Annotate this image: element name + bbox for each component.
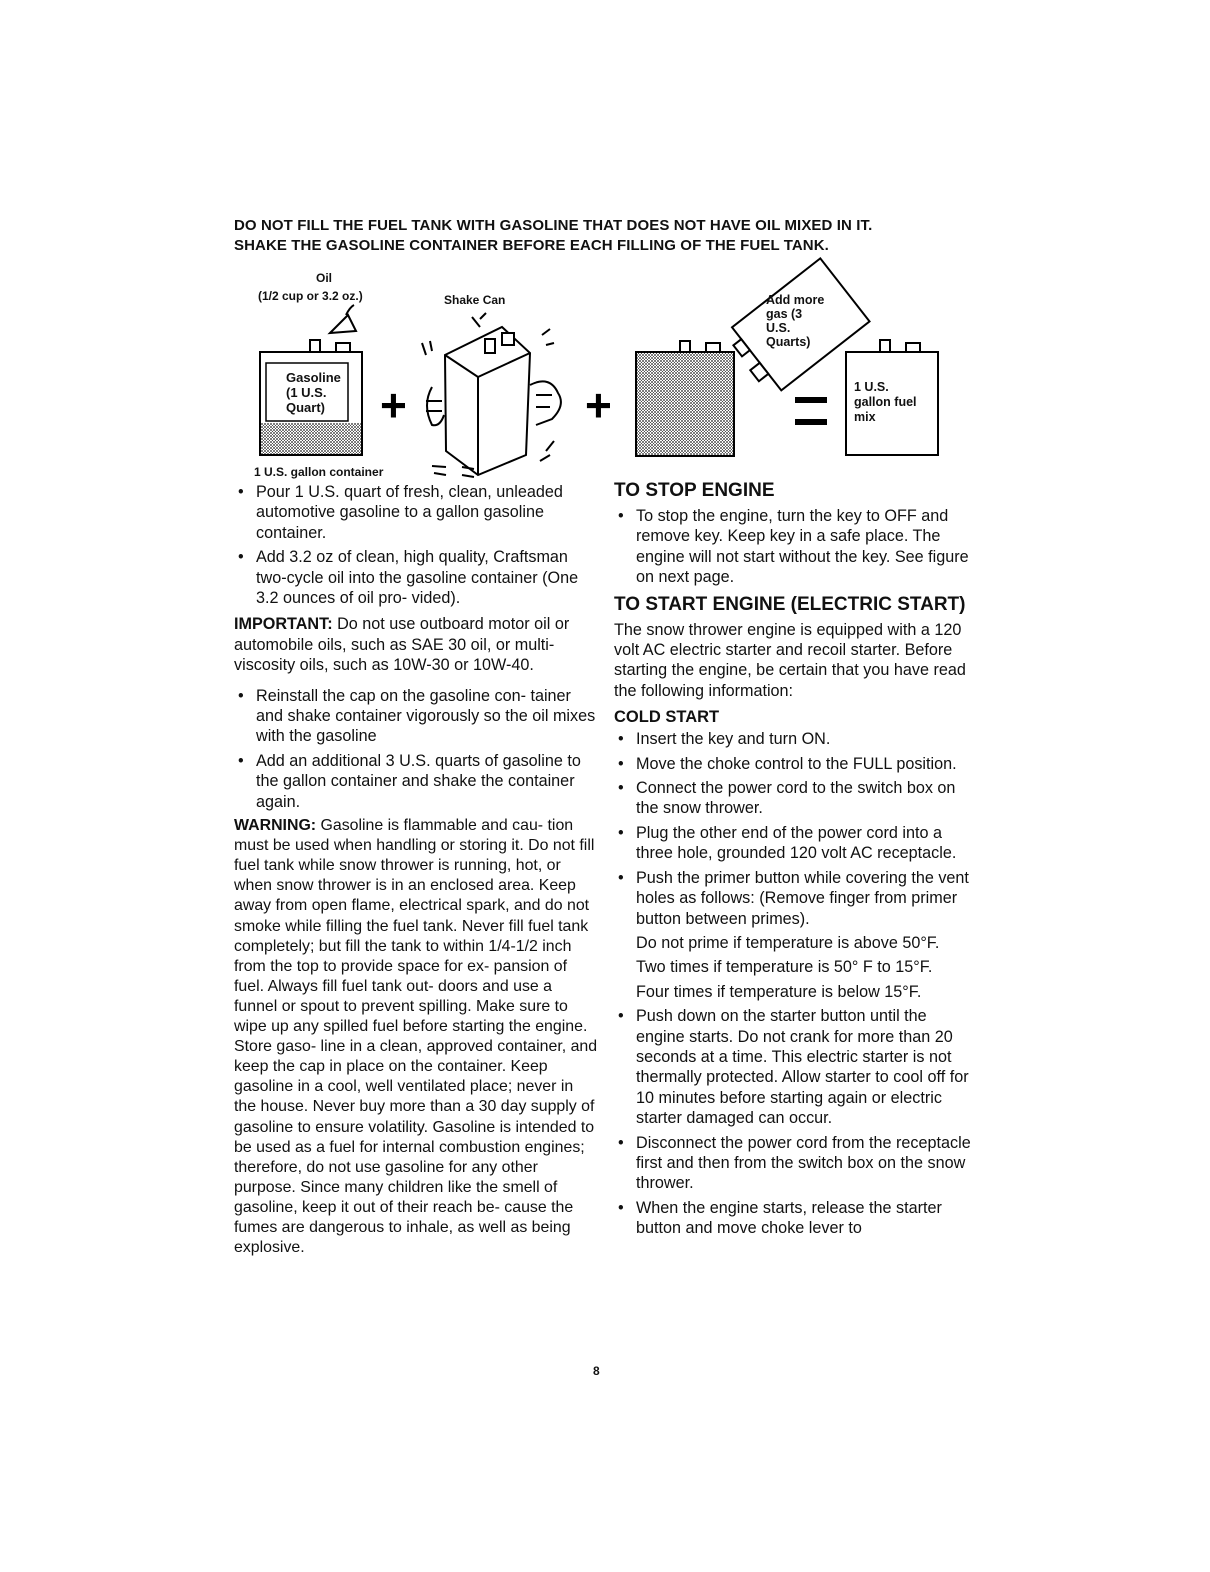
stop-engine-heading: TO STOP ENGINE — [614, 480, 775, 501]
fuel-mix-diagram — [240, 255, 960, 485]
add-more-line1: Add more — [766, 293, 825, 307]
fuel-mix-line3: mix — [854, 410, 876, 424]
warning-header-line1: DO NOT FILL THE FUEL TANK WITH GASOLINE THAT DOES NOT HAVE OIL MIXED IN IT. — [234, 217, 873, 234]
warning-note — [234, 816, 599, 1258]
fuel-mix-line2: gallon fuel — [854, 395, 917, 409]
start-engine-heading: TO START ENGINE (ELECTRIC START) — [614, 593, 966, 615]
prime-rule-above-50: Do not prime if temperature is above 50°F. — [636, 933, 940, 952]
mix-step-add-gasoline: • Add an additional 3 U.S. quarts of gasoline to the gallon container and shake the container again. — [234, 751, 599, 812]
add-more-gas-label — [766, 293, 824, 349]
oil-label: Oil — [316, 271, 333, 285]
start-engine-intro: The snow thrower engine is equipped with a 120 volt AC electric starter and recoil starter. Before starting the engine, be certain that you have read the following information: — [614, 620, 966, 700]
fuel-mix-line1: 1 U.S. — [854, 380, 889, 394]
equals-symbol — [795, 397, 827, 425]
mix-step-add-oil: • Add 3.2 oz of clean, high quality, Craftsman two-cycle oil into the gasoline container (One 3.2 ounces of oil pro- vided). — [234, 547, 599, 608]
prime-rule-50-to-15: Two times if temperature is 50° F to 15°F. — [636, 958, 933, 977]
mix-step-pour-gasoline: • Pour 1 U.S. quart of fresh, clean, unleaded automotive gasoline to a gallon gasoline container. — [234, 482, 599, 543]
cold-start-step-connect-cord: • Connect the power cord to the switch box on the snow thrower. — [614, 778, 979, 819]
cold-start-step-release: • When the engine starts, release the starter button and move choke lever to — [614, 1198, 979, 1239]
oil-amount-label: (1/2 cup or 3.2 oz.) — [258, 289, 363, 303]
fuel-mix-label — [854, 380, 917, 425]
stop-engine-step: • To stop the engine, turn the key to OFF and remove key. Keep key in a safe place. The engine will not start without the key. See figure on next page. — [614, 506, 979, 588]
right-column — [614, 480, 979, 1243]
left-column — [234, 482, 599, 1264]
cold-start-step-prime: • Push the primer button while covering the vent holes as follows: (Remove finger from primer button between primes). — [614, 868, 979, 929]
gasoline-label-line3: Quart) — [286, 400, 325, 415]
important-text: Do not use outboard motor oil or automobile oils, such as SAE 30 oil, or multi-viscosity oils, such as 10W-30 or 10W-40. — [234, 615, 570, 675]
important-note — [234, 614, 599, 675]
cold-start-heading: COLD START — [614, 708, 720, 727]
cold-start-step-plug-cord: • Plug the other end of the power cord into a three hole, grounded 120 volt AC receptacle. — [614, 823, 979, 864]
prime-rule-below-15: Four times if temperature is below 15°F. — [636, 982, 922, 1001]
mix-step-reinstall-cap: • Reinstall the cap on the gasoline con- tainer and shake container vigorously so the oil mixes with the gasoline — [234, 686, 599, 747]
add-more-line3: U.S. — [766, 321, 791, 335]
add-more-line2: gas (3 — [766, 307, 803, 321]
warning-text: Gasoline is flammable and cau- tion must be used when handling or storing it. Do not fill fuel tank while snow thrower is running, hot, or when snow thrower is in an enclosed area. Keep away from open flame, electrical spark, and do not smoke while filling the fuel tank. Never fill fuel tank completely; but fill the tank to within 1/4-1/2 inch from the top to provide space for ex- pansion of fuel. Always fill fuel tank out- doors and use a funnel or spout to prevent spilling. Make sure to wipe up any spilled fuel before starting the engine. Store gaso- line in a clean, approved container, and keep the cap in place on the container. Keep gasoline in a cool, well ventilated place; never in the house. Never buy more than a 30 day supply of gasoline to ensure volatility. Gasoline is intended to be used as a fuel for internal combustion engines; therefore, do not use gasoline for any other purpose. Since many children like the smell of gasoline, keep it out of their reach be- cause the fumes are dangerous to inhale, as well as being explosive. — [234, 817, 598, 1257]
plus-symbol-2: + — [585, 379, 612, 431]
shake-can-icon — [422, 313, 561, 477]
gasoline-label-line1: Gasoline — [286, 370, 341, 385]
plus-symbol-1: + — [380, 379, 407, 431]
shake-can-label: Shake Can — [444, 293, 506, 307]
shake-marks — [432, 466, 446, 475]
important-label: IMPORTANT: — [234, 615, 333, 634]
oil-bottle-icon — [330, 305, 356, 333]
cold-start-step-choke: • Move the choke control to the FULL position. — [614, 754, 979, 774]
filled-gallon-container-icon — [636, 341, 734, 456]
warning-header-line2: SHAKE THE GASOLINE CONTAINER BEFORE EACH FILLING OF THE FUEL TANK. — [234, 237, 829, 254]
add-more-line4: Quarts) — [766, 335, 811, 349]
cold-start-step-disconnect: • Disconnect the power cord from the receptacle first and then from the switch box on the snow thrower. — [614, 1133, 979, 1194]
cold-start-step-starter-button: • Push down on the starter button until the engine starts. Do not crank for more than 20 seconds at a time. This electric starter is not thermally protected. Allow starter to cool off for 10 minutes before starting again or electric starter damaged can occur. — [614, 1006, 979, 1128]
gasoline-label-line2: (1 U.S. — [286, 385, 327, 400]
page-number: 8 — [593, 1364, 600, 1378]
gasoline-label — [286, 370, 341, 415]
warning-label: WARNING: — [234, 817, 317, 835]
cold-start-step-key: • Insert the key and turn ON. — [614, 729, 979, 749]
container-caption: 1 U.S. gallon container — [254, 465, 384, 479]
